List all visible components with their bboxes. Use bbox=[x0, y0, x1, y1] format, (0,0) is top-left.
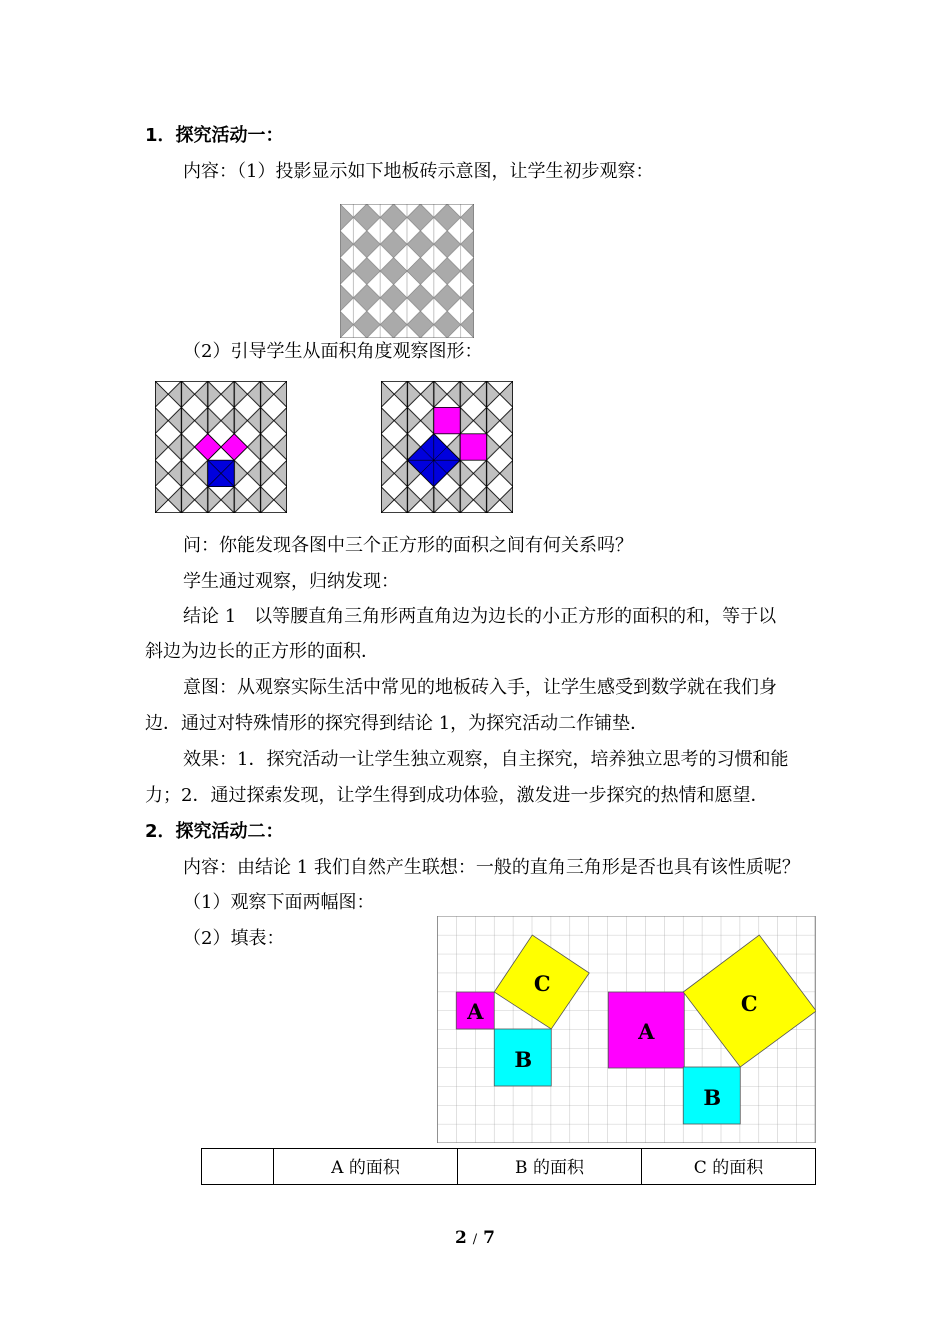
area-table bbox=[201, 1148, 816, 1185]
section2-content: 内容：由结论 1 我们自然产生联想：一般的直角三角形是否也具有该性质呢？ bbox=[183, 857, 800, 878]
table-header-blank[interactable] bbox=[202, 1149, 274, 1185]
label-b-large: B bbox=[703, 1085, 722, 1110]
section2-heading: 2．探究活动二： bbox=[145, 821, 284, 842]
section1-question: 问：你能发现各图中三个正方形的面积之间有何关系吗？ bbox=[183, 535, 633, 556]
page-number bbox=[0, 1228, 950, 1248]
page-separator: / bbox=[472, 1232, 478, 1247]
intent-line2: 边．通过对特殊情形的探究得到结论 1，为探究活动二作铺垫． bbox=[145, 713, 649, 734]
section1-content: 内容：（1）投影显示如下地板砖示意图，让学生初步观察： bbox=[183, 161, 654, 182]
section1-step2: （2）引导学生从面积角度观察图形： bbox=[183, 341, 483, 362]
table-row bbox=[202, 1149, 816, 1185]
pythagoras-grid-figure bbox=[437, 916, 816, 1143]
table-header-a-area: A 的面积 bbox=[274, 1149, 458, 1185]
label-c-large: C bbox=[740, 991, 758, 1016]
floor-tile-figure bbox=[340, 204, 474, 338]
intent-line1: 意图：从观察实际生活中常见的地板砖入手，让学生感受到数学就在我们身 bbox=[183, 677, 777, 698]
area-figure-right bbox=[381, 381, 513, 513]
magenta-square-right-2 bbox=[460, 434, 486, 460]
conclusion-1-line2: 斜边为边长的正方形的面积． bbox=[145, 641, 379, 662]
section2-step1: （1）观察下面两幅图： bbox=[183, 892, 375, 913]
page-current: 2 bbox=[455, 1228, 467, 1248]
magenta-square-right-1 bbox=[434, 407, 460, 433]
effect-line1: 效果：1．探究活动一让学生独立观察，自主探究，培养独立思考的习惯和能 bbox=[183, 749, 789, 770]
page-total: 7 bbox=[483, 1228, 495, 1248]
table-header-b-area: B 的面积 bbox=[458, 1149, 642, 1185]
section2-step2: （2）填表： bbox=[183, 928, 285, 949]
label-a-small: A bbox=[467, 999, 484, 1024]
area-figure-left bbox=[155, 381, 287, 513]
table-header-c-area: C 的面积 bbox=[642, 1149, 816, 1185]
conclusion-1-line1: 结论 1 以等腰直角三角形两直角边为边长的小正方形的面积的和，等于以 bbox=[183, 606, 777, 627]
label-a-large: A bbox=[638, 1019, 655, 1044]
section1-heading: 1．探究活动一： bbox=[145, 125, 284, 146]
section1-observe: 学生通过观察，归纳发现： bbox=[183, 571, 399, 592]
effect-line2: 力；2．通过探索发现，让学生得到成功体验，激发进一步探究的热情和愿望． bbox=[145, 785, 769, 806]
label-c-small: C bbox=[533, 971, 551, 996]
label-b-small: B bbox=[514, 1047, 533, 1072]
